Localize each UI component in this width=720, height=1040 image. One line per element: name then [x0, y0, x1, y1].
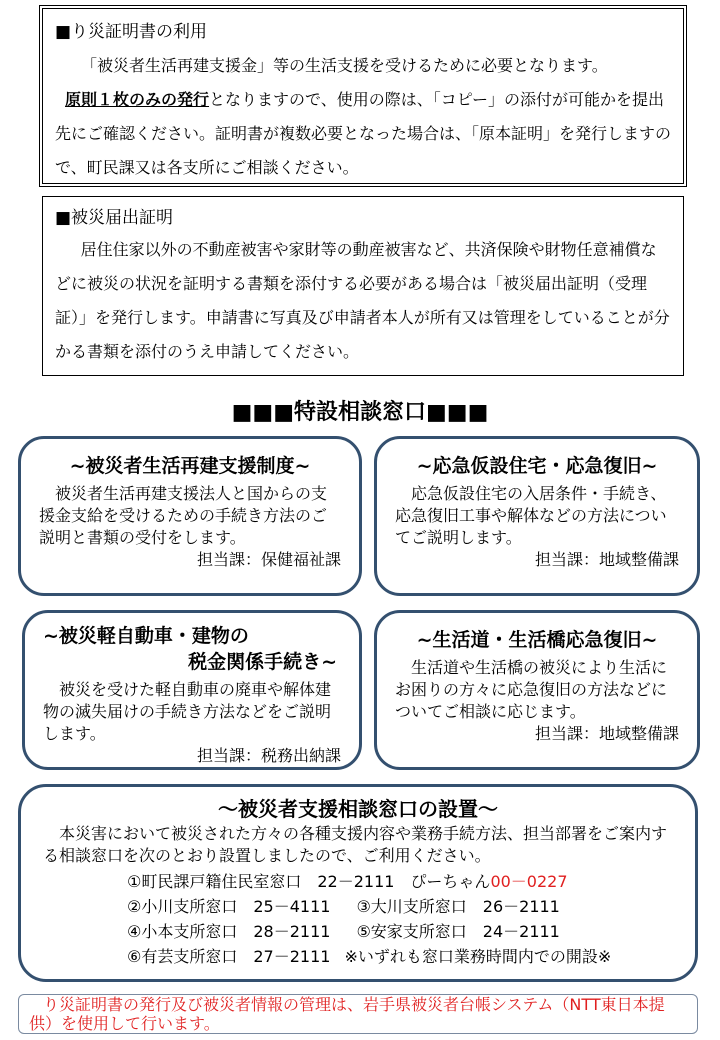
card-road-bridge-repair — [374, 610, 700, 770]
office-5: ⑤安家支所窓口 24－2111 — [356, 922, 560, 941]
card-livelihood-dept: 担当課：保健福祉課 — [196, 550, 341, 569]
card-housing-title: ~応急仮設住宅・応急復旧~ — [416, 455, 658, 477]
card-tax-desc: 被災を受けた軽自動車の廃車や解体建物の滅失届けの手続き方法などをご説明します。 — [43, 680, 332, 743]
card-tax-title-line2: 税金関係手続き~ — [188, 651, 337, 673]
office-4: ④小本支所窓口 28－2111 — [127, 922, 331, 941]
office-note: ※いずれも窓口業務時間内での開設※ — [344, 947, 612, 966]
card-tax-title-line1: ~被災軽自動車・建物の — [43, 625, 249, 647]
card-temporary-housing — [374, 436, 700, 596]
system-notice-text: り災証明書の発行及び被災者情報の管理は、岩手県被災者台帳システム（NTT東日本提供）を使用して行います。 — [29, 995, 665, 1033]
damage-report-text: 居住住家以外の不動産被害や家財等の動産被害など、共済保険や財物任意補償などに被災の状況を証明する書類を添付する必要がある場合は「被災届出証明（受理証）」を発行します。申請書に写真及び申請者本人が所有又は管理をしていることが分かる書類を添付のうえ申請してください。 — [55, 240, 670, 361]
risai-para2: となりますので、使用の際は、「コピー」の添付が可能かを提出先にご確認ください。証明書が複数必要となった場合は、「原本証明」を発行しますので、町民課又は各支所にご相談ください。 — [55, 90, 672, 177]
system-notice — [18, 994, 698, 1034]
card-livelihood-desc: 被災者生活再建支援法人と国からの支援金支給を受けるための手続き方法のご説明と書類の受付をします。 — [39, 484, 328, 547]
support-center-box — [18, 784, 698, 982]
office-3: ③大川支所窓口 26－2111 — [356, 897, 560, 916]
card-tax-title — [43, 623, 341, 675]
card-road-dept: 担当課：地域整備課 — [534, 724, 679, 743]
office-6: ⑥有芸支所窓口 27－2111 — [127, 947, 331, 966]
office-1: ①町民課戸籍住民室窓口 22－2111 ぴーちゃん — [127, 872, 491, 891]
special-consultation-heading: ■■■特設相談窓口■■■ — [231, 400, 489, 425]
damage-report-certificate-box — [42, 196, 684, 376]
card-vehicle-building-tax — [22, 610, 362, 770]
office-1-phone: 00－0227 — [490, 872, 568, 891]
damage-report-body — [55, 233, 671, 369]
support-center-desc: 本災害において被災された方々の各種支援内容や業務手続方法、担当部署をご案内する相談窓口を次のとおり設置しましたので、ご利用ください。 — [43, 824, 668, 865]
risai-certificate-box — [42, 8, 684, 184]
support-center-title: ～被災者支援相談窓口の設置～ — [218, 797, 498, 821]
office-item — [127, 869, 673, 894]
card-housing-dept: 担当課：地域整備課 — [534, 550, 679, 569]
risai-emphasis: 原則１枚のみの発行 — [65, 90, 210, 109]
card-road-title: ~生活道・生活橋応急復旧~ — [416, 629, 658, 651]
risai-body — [55, 49, 673, 185]
risai-para1: 「被災者生活再建支援金」等の生活支援を受けるために必要となります。 — [81, 56, 608, 75]
card-housing-desc: 応急仮設住宅の入居条件・手続き、応急復旧工事や解体などの方法についてご説明します。 — [395, 484, 667, 547]
damage-report-title: ■被災届出証明 — [55, 208, 174, 228]
card-livelihood-title: ~被災者生活再建支援制度~ — [69, 455, 311, 477]
office-item — [127, 919, 673, 944]
office-list — [43, 869, 673, 969]
office-item — [127, 894, 673, 919]
card-tax-dept: 担当課：税務出納課 — [196, 746, 341, 765]
card-road-desc: 生活道や生活橋の被災により生活にお困りの方々に応急復旧の方法などについてご相談に応じます。 — [395, 658, 668, 721]
office-2: ②小川支所窓口 25－4111 — [127, 897, 331, 916]
card-livelihood-support — [18, 436, 362, 596]
risai-title: ■り災証明書の利用 — [55, 22, 208, 42]
office-item — [127, 944, 673, 969]
